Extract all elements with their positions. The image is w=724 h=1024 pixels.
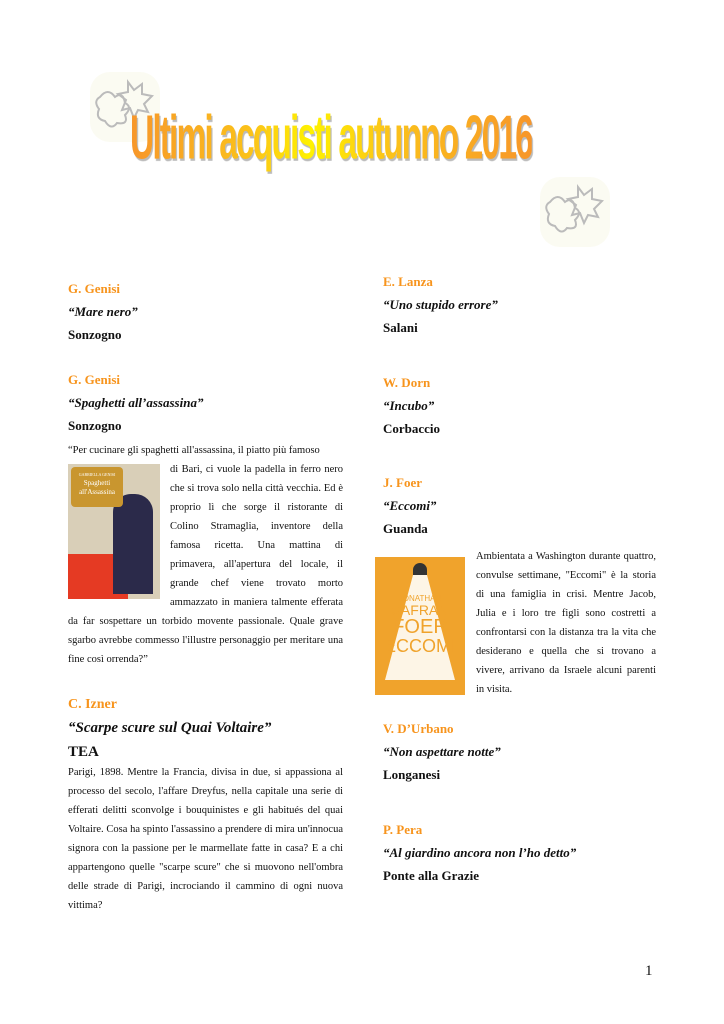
book-author: J. Foer: [383, 475, 422, 490]
cover-title: Spaghetti all'Assassina: [79, 479, 115, 496]
autumn-leaves-icon: [540, 177, 610, 247]
book-author: P. Pera: [383, 822, 423, 837]
book-description-intro: “Per cucinare gli spaghetti all'assassina, il piatto più famoso: [68, 445, 320, 456]
book-author: G. Genisi: [68, 281, 121, 296]
book-publisher: Corbaccio: [383, 421, 441, 436]
book-title: “Mare nero”: [68, 304, 138, 319]
book-title: “Non aspettare notte”: [383, 744, 501, 759]
book-description: di Bari, ci vuole la padella in ferro nero che si trova solo nella città vecchia. Ed è proprio lì che sorge il ristorante di Colino Stramaglia, inventore della famosa ricetta. Una mattina di primavera, all'apertura del locale, il grande chef viene trovato morto ammazzato in maniera talmente efferata da far sospettare un torbido movente passionale. Quale grave sgarbo avrebbe commesso l'illustre personaggio per meritare una fine così orrenda?”: [68, 464, 343, 665]
cover-line: SAFRAN: [391, 602, 449, 618]
book-entry: [68, 281, 343, 350]
book-publisher: Longanesi: [383, 767, 441, 782]
book-cover-image: [375, 557, 465, 695]
book-description: Parigi, 1898. Mentre la Francia, divisa in due, si appassiona al processo del secolo, l'affare Dreyfus, nella capitale una serie di efferati delitti sconvolge i bouquinistes e gli habitués del quai Voltaire. Cosa ha spinto l'assassino a prendere di mira un'innocua signora con la passione per le marmellate fatte in casa? E a chi appartengono quelle "scarpe scure" che si muovono nell'ombra delle strade di Parigi, incrociando il cammino di ogni nuova vittima?: [68, 767, 343, 911]
book-entry: [383, 274, 658, 343]
book-entry: [68, 697, 343, 922]
cover-line: FOER: [392, 616, 448, 638]
book-author: W. Dorn: [383, 375, 431, 390]
book-author: E. Lanza: [383, 274, 433, 289]
page-number: 1: [645, 963, 653, 979]
book-publisher: Sonzogno: [68, 418, 122, 433]
page-title: Ultimi acquisti autunno 2016: [130, 103, 532, 173]
book-author: V. D’Urbano: [383, 721, 454, 736]
book-cover-image: [68, 464, 160, 599]
header-banner: [90, 62, 630, 262]
book-publisher: TEA: [68, 744, 99, 760]
book-entry: [383, 375, 658, 444]
book-entry: [383, 822, 658, 891]
book-entry: [383, 721, 658, 790]
book-entry: [68, 372, 343, 669]
book-author: C. Izner: [68, 697, 117, 712]
book-title: “Eccomi”: [383, 498, 437, 513]
book-title: “Uno stupido errore”: [383, 297, 498, 312]
book-publisher: Guanda: [383, 521, 428, 536]
book-title: “Incubo”: [383, 398, 435, 413]
book-publisher: Sonzogno: [68, 327, 122, 342]
book-author: G. Genisi: [68, 372, 121, 387]
book-title: “Spaghetti all’assassina”: [68, 395, 204, 410]
book-title: “Al giardino ancora non l’ho detto”: [383, 845, 577, 860]
cover-line: JONATHAN: [398, 594, 442, 603]
cover-author: GABRIELLA GENISI: [78, 472, 116, 477]
cover-line: ECCOMI: [384, 636, 456, 656]
book-description: Ambientata a Washington durante quattro, convulse settimane, "Eccomi" è la storia di una famiglia in crisi. Mentre Jacob, Julia e i loro tre figli sono costretti a confrontarsi con la distanza tra la vita che desiderano e quella che si trovano a vivere, arrivano da Israele alcuni parenti in visita.: [476, 551, 656, 695]
book-entry: [383, 475, 658, 539]
book-publisher: Salani: [383, 320, 418, 335]
book-title: “Scarpe scure sul Quai Voltaire”: [68, 720, 272, 736]
book-publisher: Ponte alla Grazie: [383, 868, 480, 883]
